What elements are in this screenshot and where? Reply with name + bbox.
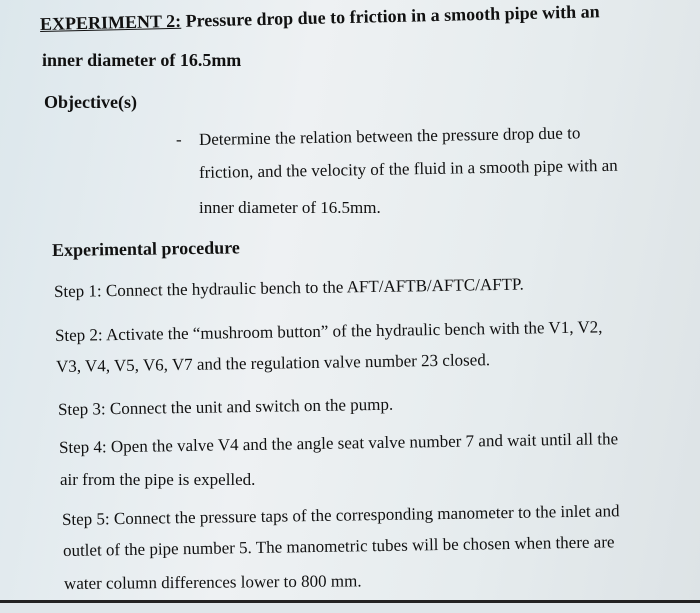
experiment-title-line1: Pressure drop due to friction in a smooth pipe with an bbox=[185, 1, 600, 31]
step-text: Connect the pressure taps of the corresponding manometer to the inlet and bbox=[113, 501, 620, 529]
step-label: Step 1: bbox=[53, 281, 102, 301]
experiment-label: EXPERIMENT 2: bbox=[39, 10, 182, 34]
procedure-heading: Experimental procedure bbox=[51, 237, 240, 260]
step-label: Step 4: bbox=[58, 437, 107, 457]
step-text: outlet of the pipe number 5. The manometric tubes will be chosen when there are bbox=[62, 532, 615, 560]
experiment-title-line2: inner diameter of 16.5mm bbox=[42, 50, 242, 70]
objective-line: friction, and the velocity of the fluid in a smooth pipe with an bbox=[198, 155, 618, 182]
objective-line: inner diameter of 16.5mm. bbox=[199, 198, 381, 217]
step-label: Step 2: bbox=[54, 325, 103, 345]
step-text: air from the pipe is expelled. bbox=[60, 470, 256, 489]
step-label: Step 3: bbox=[57, 399, 106, 419]
objective-line: Determine the relation between the pressure drop due to bbox=[198, 123, 581, 149]
objective-heading: Objective(s) bbox=[44, 92, 137, 112]
step-text: Connect the hydraulic bench to the AFT/AFTB/AFTC/AFTP. bbox=[105, 274, 524, 301]
step-text: water column differences lower to 800 mm. bbox=[63, 571, 362, 593]
step-text: Activate the “mushroom button” of the hydraulic bench with the V1, V2, bbox=[105, 317, 603, 345]
bullet-dash: - bbox=[176, 130, 182, 149]
step-text: Connect the unit and switch on the pump. bbox=[109, 394, 394, 419]
step-text: V3, V4, V5, V6, V7 and the regulation valve number 23 closed. bbox=[55, 350, 491, 376]
experiment-title bbox=[40, 1, 600, 35]
step-label: Step 5: bbox=[61, 509, 110, 529]
step-text: Open the valve V4 and the angle seat valve number 7 and wait until all the bbox=[110, 429, 619, 457]
